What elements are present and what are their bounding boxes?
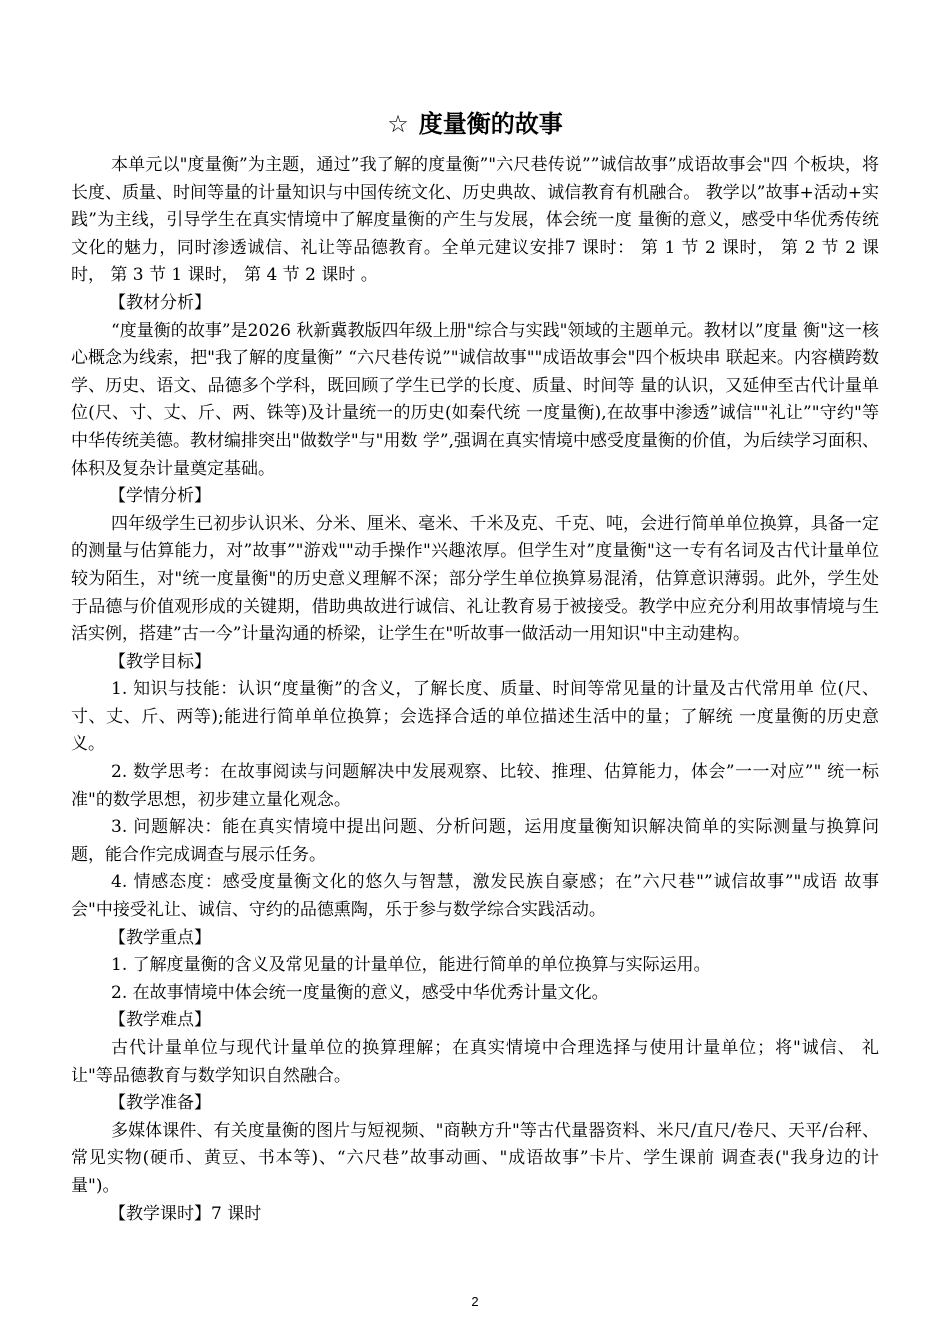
material-paragraph: “度量衡的故事”是2026 秋新冀教版四年级上册"综合与实践"领域的主题单元。教材以”度量 衡"这一核心概念为线索，把"我了解的度量衡” “六尺巷传说”"诚信故事""成语故事会"四个板块串 联起来。内容横跨数学、历史、语文、品德多个学科，既回顾了学生已学的长度、质量、时间等 量的认识，又延伸至古代计量单位(尺、寸、丈、斤、两、铢等)及计量统一的历史(如秦代统 一度量衡),在故事中渗透”诚信""礼让”"守约"等中华传统美德。教材编排突出"做数学"与"用数 学”,强调在真实情境中感受度量衡的价值，为后续学习面积、体积及复杂计量奠定基础。 <box>71 320 879 479</box>
preparation-paragraph: 多媒体课件、有关度量衡的图片与短视频、"商鞅方升"等古代量器资料、米尺/直尺/卷尺、天平/台秤、常见实物(硬币、黄豆、书本等)、“六尺巷”故事动画、"成语故事”卡片、学生课前 调查表("我身边的计量")。 <box>71 1120 879 1196</box>
goal-item: 3. 问题解决：能在真实情境中提出问题、分析问题，运用度量衡知识解决简单的实际测量与换算问题，能合作完成调查与展示任务。 <box>71 817 879 865</box>
page-title <box>0 108 950 140</box>
document-body <box>71 152 879 1228</box>
goal-item: 1. 知识与技能：认识“度量衡”的含义，了解长度、质量、时间等常见量的计量及古代常用单 位(尺、寸、丈、斤、两等);能进行简单单位换算；会选择合适的单位描述生活中的量；了解统 一度量衡的历史意义。 <box>71 679 879 755</box>
key-points-heading: 【教学重点】 <box>109 927 211 948</box>
difficulties-heading: 【教学难点】 <box>109 1010 211 1031</box>
goals-heading: 【教学目标】 <box>109 651 211 672</box>
preparation-heading: 【教学准备】 <box>109 1093 211 1114</box>
students-paragraph: 四年级学生已初步认识米、分米、厘米、毫米、千米及克、千克、吨，会进行简单单位换算，具备一定的测量与估算能力，对”故事”"游戏""动手操作"兴趣浓厚。但学生对”度量衡"这一专有名词及古代计量单位较为陌生，对"统一度量衡"的历史意义理解不深；部分学生单位换算易混淆，估算意识薄弱。此外，学生处于品德与价值观形成的关键期，借助典故进行诚信、礼让教育易于被接受。教学中应充分利用故事情境与生活实例，搭建”古一今”计量沟通的桥梁，让学生在"听故事一做活动一用知识"中主动建构。 <box>71 513 879 645</box>
intro-paragraph: 本单元以"度量衡”为主题，通过”我了解的度量衡”"六尺巷传说””诚信故事”成语故事会"四 个板块，将长度、质量、时间等量的计量知识与中国传统文化、历史典故、诚信教育有机融合。 教学以”故事+活动+实践”为主线，引导学生在真实情境中了解度量衡的产生与发展，体会统一度 量衡的意义，感受中华优秀传统文化的魅力，同时渗透诚信、礼让等品德教育。全单元建议安排7 课时： 第 1 节 2 课时， 第 2 节 2 课时， 第 3 节 1 课时， 第 4 节 2 课时 。 <box>71 155 879 286</box>
goal-item: 4. 情感态度：感受度量衡文化的悠久与智慧，激发民族自豪感；在”六尺巷"”诚信故事”"成语 故事会"中接受礼让、诚信、守约的品德熏陶，乐于参与数学综合实践活动。 <box>71 872 879 921</box>
hours-line <box>71 1201 879 1229</box>
key-point-item: 2. 在故事情境中体会统一度量衡的意义，感受中华优秀计量文化。 <box>111 982 609 1003</box>
star-icon: ☆ <box>387 110 409 138</box>
hours-heading: 【教学课时】 <box>109 1203 211 1224</box>
title-text: 度量衡的故事 <box>418 110 563 138</box>
students-heading: 【学情分析】 <box>109 486 211 507</box>
goal-item: 2. 数学思考：在故事阅读与问题解决中发展观察、比较、推理、估算能力，体会”一一对应”" 统一标准"的数学思想，初步建立量化观念。 <box>71 762 879 810</box>
key-point-item: 1. 了解度量衡的含义及常见量的计量单位，能进行简单的单位换算与实际运用。 <box>111 955 711 976</box>
material-heading: 【教材分析】 <box>109 292 211 313</box>
difficulties-paragraph: 古代计量单位与现代计量单位的换算理解；在真实情境中合理选择与使用计量单位；将"诚信、 礼让"等品德教育与数学知识自然融合。 <box>71 1038 879 1086</box>
hours-value: 7 课时 <box>211 1203 262 1224</box>
page-number: 2 <box>471 1294 479 1309</box>
